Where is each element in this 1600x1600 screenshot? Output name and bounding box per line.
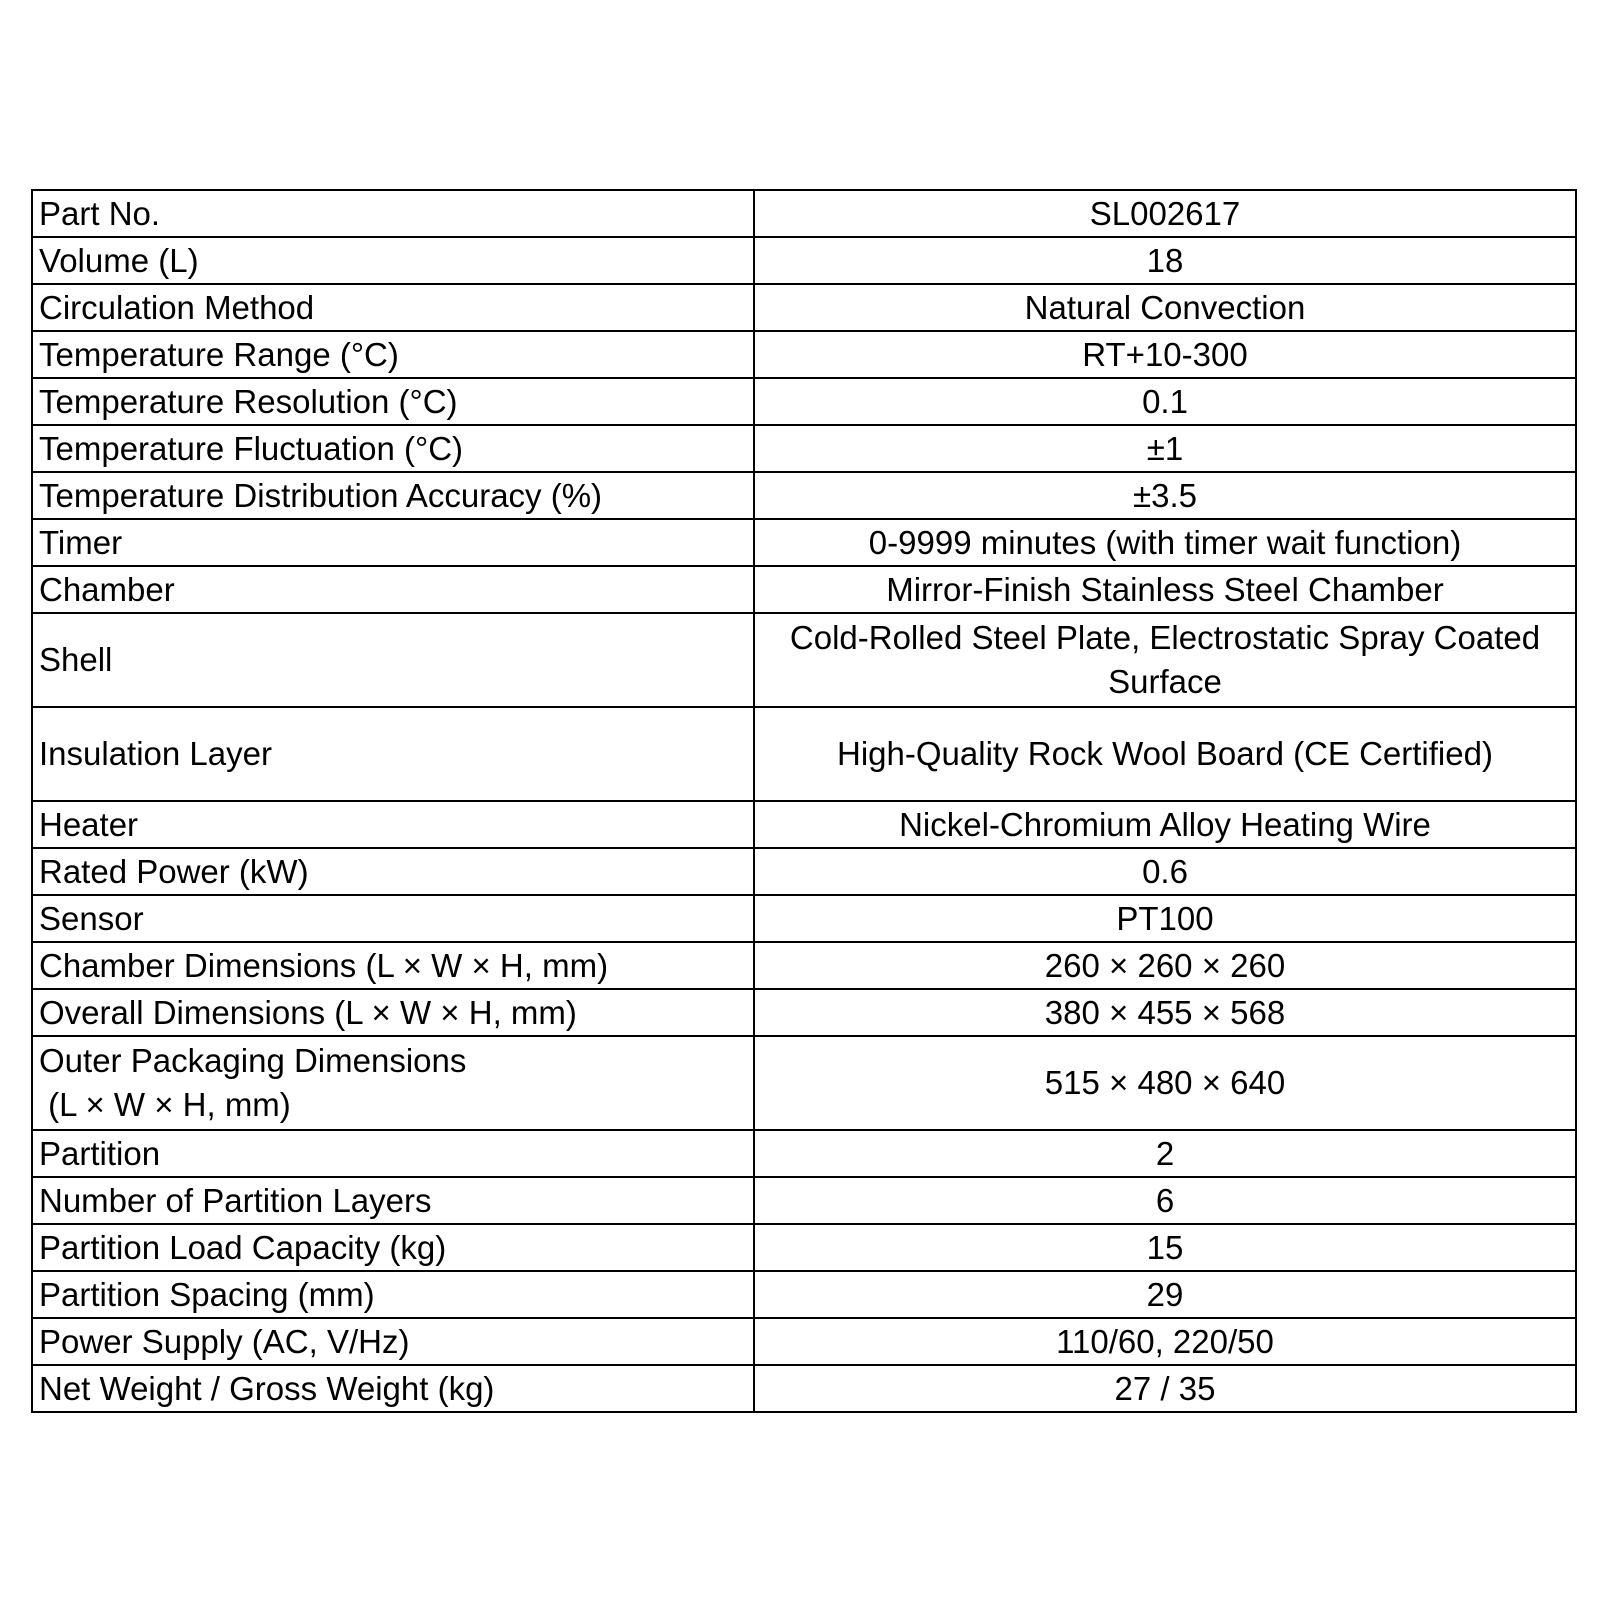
spec-value: 2: [754, 1130, 1576, 1177]
spec-value: Nickel-Chromium Alloy Heating Wire: [754, 801, 1576, 848]
table-row: [32, 801, 1576, 848]
spec-value: RT+10-300: [754, 331, 1576, 378]
spec-value: 0-9999 minutes (with timer wait function): [754, 519, 1576, 566]
spec-table: [31, 189, 1577, 1413]
table-row: [32, 425, 1576, 472]
spec-value: 27 / 35: [754, 1365, 1576, 1412]
spec-value: SL002617: [754, 190, 1576, 237]
table-row: [32, 1318, 1576, 1365]
spec-value: 6: [754, 1177, 1576, 1224]
spec-label: Temperature Distribution Accuracy (%): [32, 472, 754, 519]
spec-label: Temperature Range (°C): [32, 331, 754, 378]
spec-value: 15: [754, 1224, 1576, 1271]
spec-value: 515 × 480 × 640: [754, 1036, 1576, 1130]
table-row: [32, 613, 1576, 707]
table-row: [32, 284, 1576, 331]
spec-label: Heater: [32, 801, 754, 848]
spec-value: 18: [754, 237, 1576, 284]
spec-label: Partition Spacing (mm): [32, 1271, 754, 1318]
table-row: [32, 1271, 1576, 1318]
spec-value: Cold-Rolled Steel Plate, Electrostatic Spray Coated Surface: [754, 613, 1576, 707]
spec-value: 29: [754, 1271, 1576, 1318]
table-row: [32, 942, 1576, 989]
table-row: [32, 1365, 1576, 1412]
table-row: [32, 472, 1576, 519]
spec-label: Temperature Fluctuation (°C): [32, 425, 754, 472]
table-row: [32, 331, 1576, 378]
spec-label: Net Weight / Gross Weight (kg): [32, 1365, 754, 1412]
spec-label: Part No.: [32, 190, 754, 237]
spec-label: Chamber: [32, 566, 754, 613]
spec-value: High-Quality Rock Wool Board (CE Certified): [754, 707, 1576, 801]
spec-label-line: Outer Packaging Dimensions: [39, 1042, 467, 1079]
spec-label: Circulation Method: [32, 284, 754, 331]
spec-label: Rated Power (kW): [32, 848, 754, 895]
spec-label: Power Supply (AC, V/Hz): [32, 1318, 754, 1365]
spec-label: Timer: [32, 519, 754, 566]
spec-label: Partition Load Capacity (kg): [32, 1224, 754, 1271]
spec-label: Insulation Layer: [32, 707, 754, 801]
spec-label: Chamber Dimensions (L × W × H, mm): [32, 942, 754, 989]
table-row: [32, 1177, 1576, 1224]
spec-value: Natural Convection: [754, 284, 1576, 331]
spec-label: [32, 1036, 754, 1130]
spec-value: ±1: [754, 425, 1576, 472]
spec-label: Temperature Resolution (°C): [32, 378, 754, 425]
spec-value: 380 × 455 × 568: [754, 989, 1576, 1036]
table-row: [32, 707, 1576, 801]
spec-value: ±3.5: [754, 472, 1576, 519]
spec-label: Shell: [32, 613, 754, 707]
spec-label: Sensor: [32, 895, 754, 942]
spec-label: Partition: [32, 1130, 754, 1177]
table-row: [32, 566, 1576, 613]
spec-value: 0.6: [754, 848, 1576, 895]
table-row: [32, 378, 1576, 425]
table-row: [32, 989, 1576, 1036]
spec-value: Mirror-Finish Stainless Steel Chamber: [754, 566, 1576, 613]
table-row: [32, 895, 1576, 942]
spec-label-line: (L × W × H, mm): [39, 1086, 291, 1123]
table-row: [32, 237, 1576, 284]
table-row: [32, 848, 1576, 895]
table-row: [32, 519, 1576, 566]
table-row: [32, 1036, 1576, 1130]
spec-value: PT100: [754, 895, 1576, 942]
table-row: [32, 1130, 1576, 1177]
table-row: [32, 190, 1576, 237]
table-row: [32, 1224, 1576, 1271]
spec-value: 0.1: [754, 378, 1576, 425]
spec-label: Volume (L): [32, 237, 754, 284]
spec-value: 260 × 260 × 260: [754, 942, 1576, 989]
spec-label: Number of Partition Layers: [32, 1177, 754, 1224]
spec-value: 110/60, 220/50: [754, 1318, 1576, 1365]
spec-label: Overall Dimensions (L × W × H, mm): [32, 989, 754, 1036]
